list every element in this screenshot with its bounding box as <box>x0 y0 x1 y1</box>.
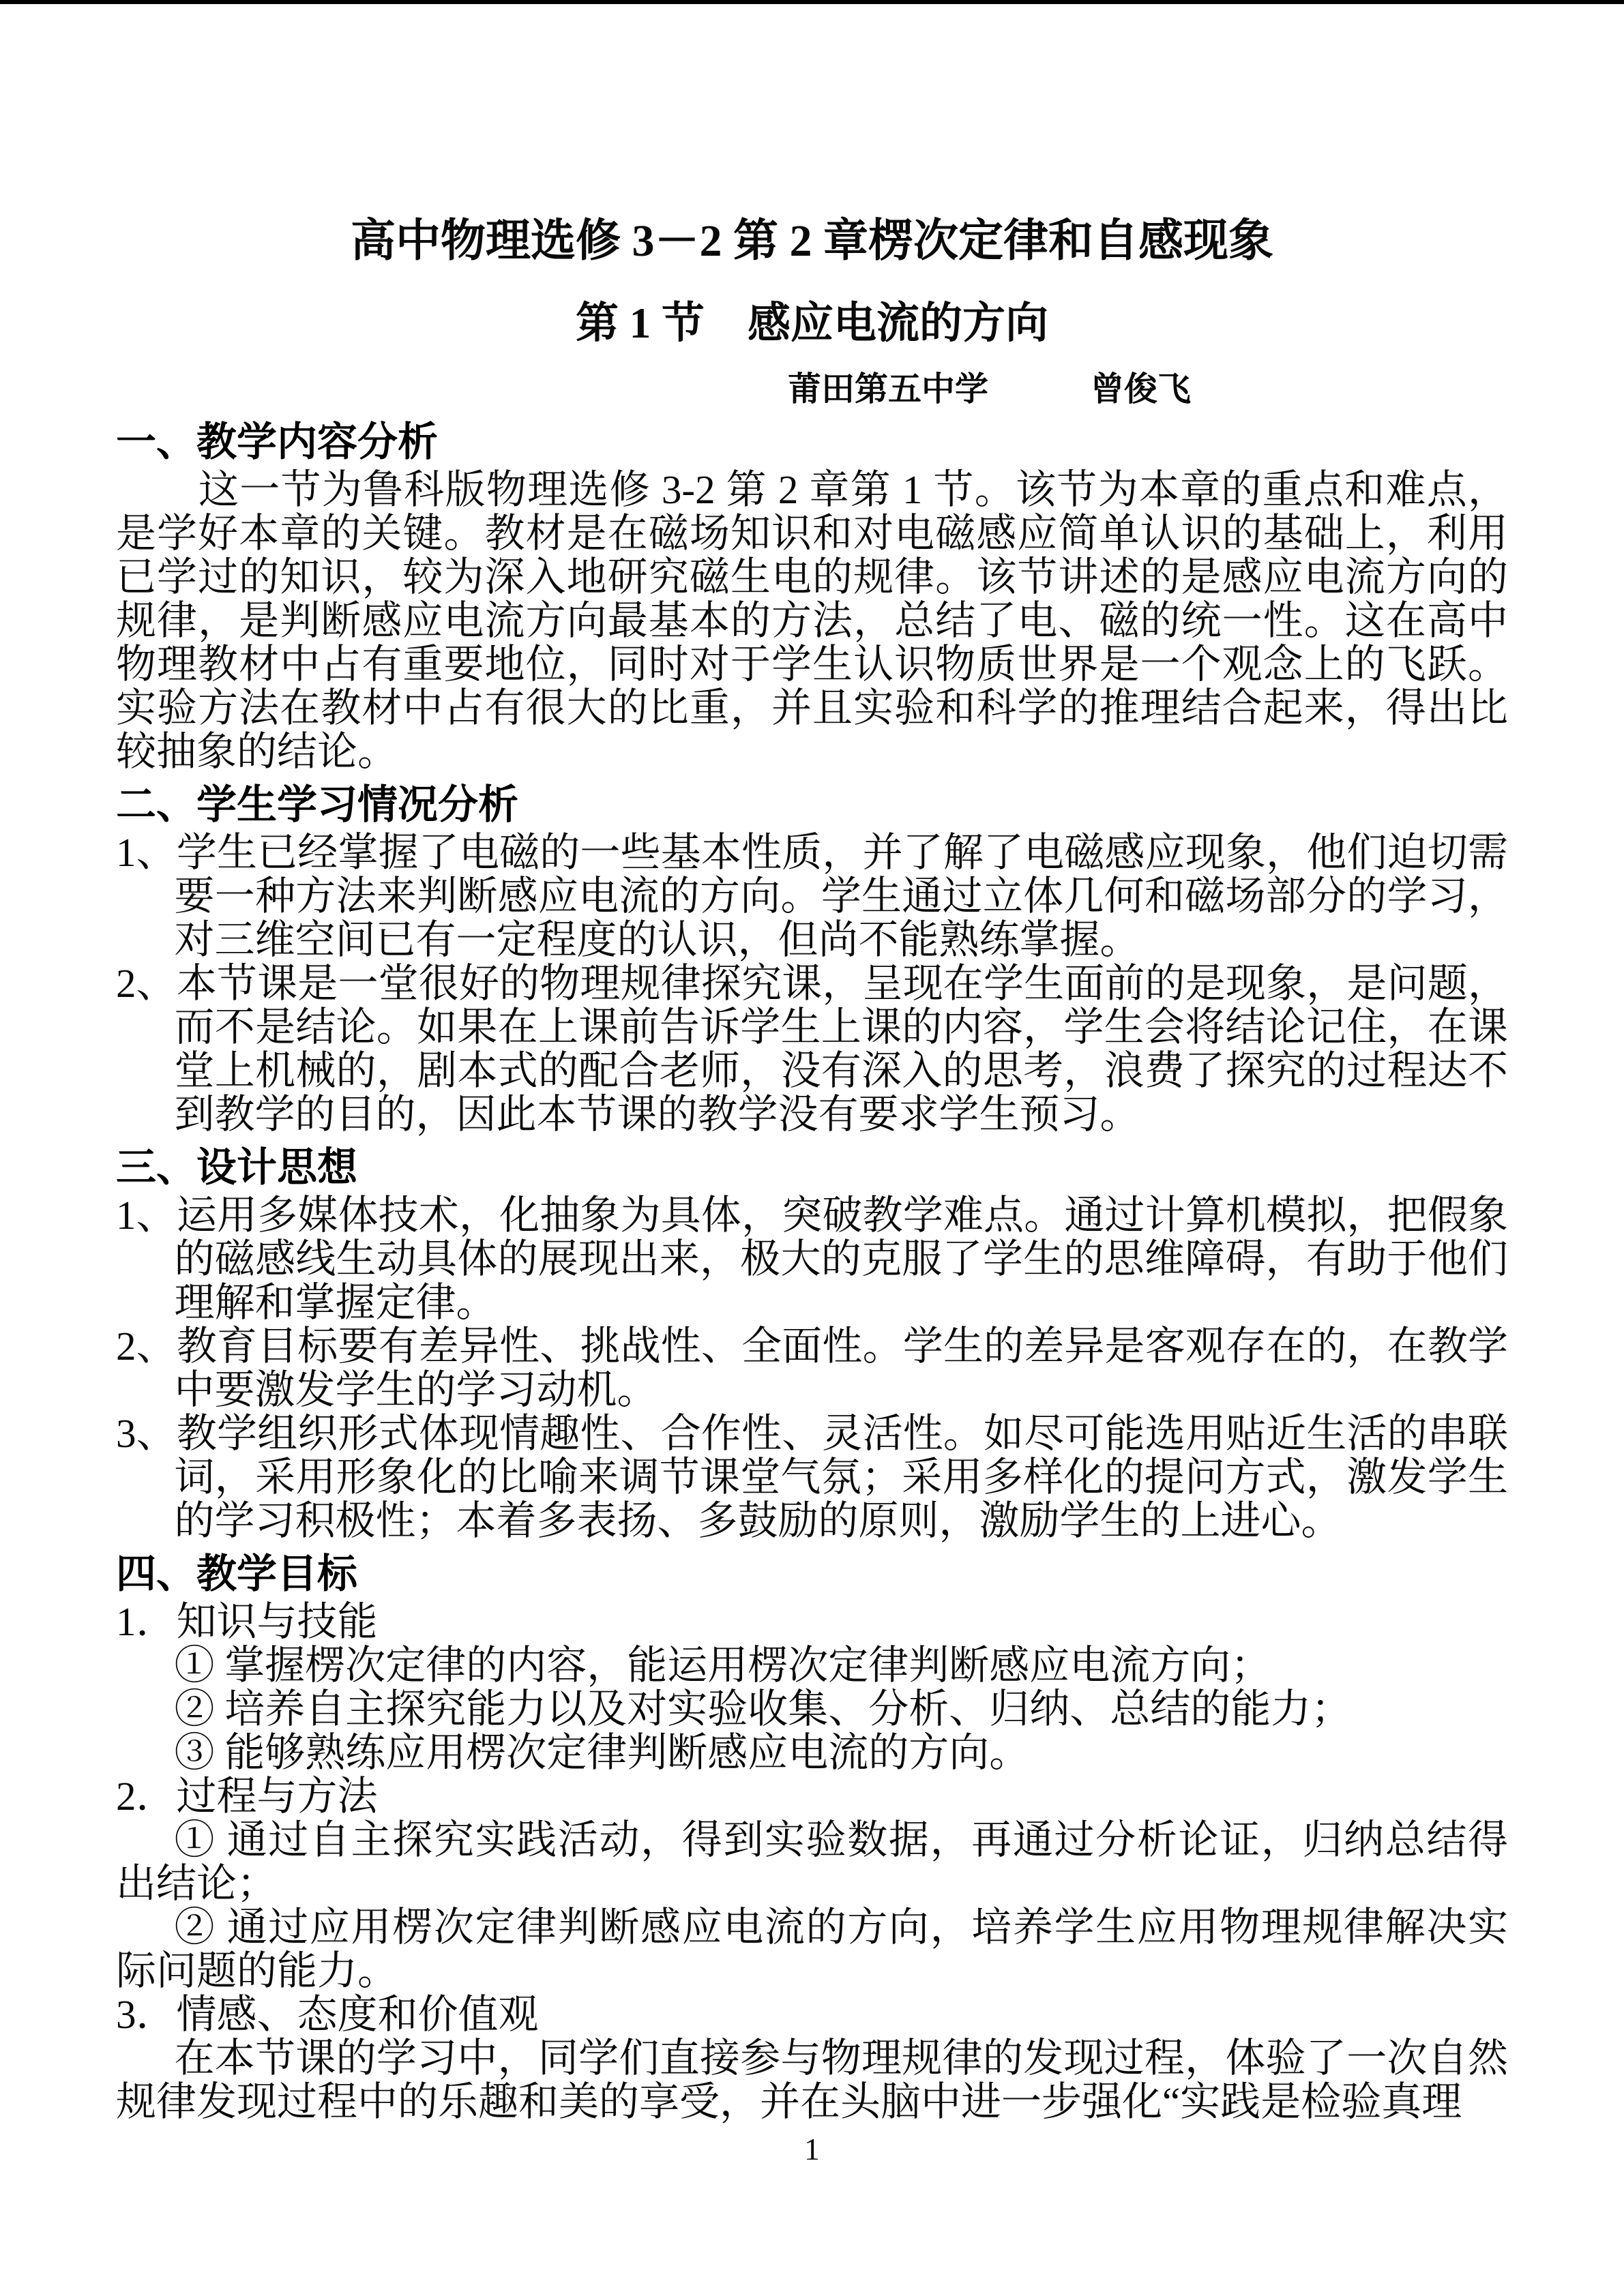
document-title: 高中物理选修 3－2 第 2 章楞次定律和自感现象 <box>351 216 1273 266</box>
document-body <box>116 420 1508 2123</box>
section-design-philosophy <box>116 1146 1508 1542</box>
document-content <box>0 4 1624 2123</box>
section-student-situation-analysis <box>116 783 1508 1136</box>
subsection-label: 3．情感、态度和价值观 <box>116 1992 539 2037</box>
section-heading: 四、教学目标 <box>116 1551 358 1596</box>
document-subtitle: 第 1 节 感应电流的方向 <box>576 299 1048 347</box>
section-teaching-objectives <box>116 1552 1508 2123</box>
point: ① 掌握楞次定律的内容，能运用楞次定律判断感应电流方向； <box>174 1643 1271 1688</box>
byline <box>116 368 1508 411</box>
point: 在本节课的学习中，同学们直接参与物理规律的发现过程，体验了一次自然规律发现过程中的乐趣和美的享受，并在头脑中进一步强化“实践是检验真理 <box>116 2036 1508 2124</box>
numbered-item: 1、学生已经掌握了电磁的一些基本性质，并了解了电磁感应现象，他们迫切需要一种方法来判断感应电流的方向。学生通过立体几何和磁场部分的学习，对三维空间已有一定程度的认识，但尚不能熟练掌握。 <box>116 830 1508 962</box>
numbered-item: 2、本节课是一堂很好的物理规律探究课，呈现在学生面前的是现象，是问题，而不是结论。如果在上课前告诉学生上课的内容，学生会将结论记住，在课堂上机械的，剧本式的配合老师，没有深入的思考，浪费了探究的过程达不到教学的目的，因此本节课的教学没有要求学生预习。 <box>116 961 1508 1137</box>
section-teaching-content-analysis <box>116 420 1508 773</box>
section-heading: 三、设计思想 <box>116 1145 358 1190</box>
byline-author: 曾俊飞 <box>1091 370 1192 408</box>
point: ② 培养自主探究能力以及对实验收集、分析、归纳、总结的能力； <box>174 1686 1352 1731</box>
section-heading: 二、学生学习情况分析 <box>116 782 519 827</box>
section-heading: 一、教学内容分析 <box>116 419 439 464</box>
numbered-item: 2、教育目标要有差异性、挑战性、全面性。学生的差异是客观存在的，在教学中要激发学生的学习动机。 <box>116 1324 1508 1412</box>
point: ② 通过应用楞次定律判断感应电流的方向，培养学生应用物理规律解决实际问题的能力。 <box>116 1905 1508 1993</box>
numbered-item: 3、教学组织形式体现情趣性、合作性、灵活性。如尽可能选用贴近生活的串联词，采用形象化的比喻来调节课堂气氛；采用多样化的提问方式，激发学生的学习积极性；本着多表扬、多鼓励的原则，激励学生的上进心。 <box>116 1411 1508 1543</box>
numbered-item: 1、运用多媒体技术，化抽象为具体，突破教学难点。通过计算机模拟，把假象的磁感线生动具体的展现出来，极大的克服了学生的思维障碍，有助于他们理解和掌握定律。 <box>116 1193 1508 1325</box>
subsection-label: 2．过程与方法 <box>116 1774 378 1819</box>
page-number: 1 <box>804 2132 820 2166</box>
byline-school: 莆田第五中学 <box>788 370 989 408</box>
subsection-label: 1．知识与技能 <box>116 1599 378 1644</box>
paragraph: 这一节为鲁科版物理选修 3-2 第 2 章第 1 节。该节为本章的重点和难点，是学好本章的关键。教材是在磁场知识和对电磁感应简单认识的基础上，利用已学过的知识，较为深入地研究磁生电的规律。该节讲述的是感应电流方向的规律，是判断感应电流方向最基本的方法，总结了电、磁的统一性。这在高中物理教材中占有重要地位，同时对于学生认识物质世界是一个观念上的飞跃。实验方法在教材中占有很大的比重，并且实验和科学的推理结合起来，得出比较抽象的结论。 <box>116 467 1508 774</box>
point: ③ 能够熟练应用楞次定律判断感应电流的方向。 <box>174 1730 1030 1775</box>
point: ① 通过自主探究实践活动，得到实验数据，再通过分析论证，归纳总结得出结论； <box>116 1817 1508 1906</box>
